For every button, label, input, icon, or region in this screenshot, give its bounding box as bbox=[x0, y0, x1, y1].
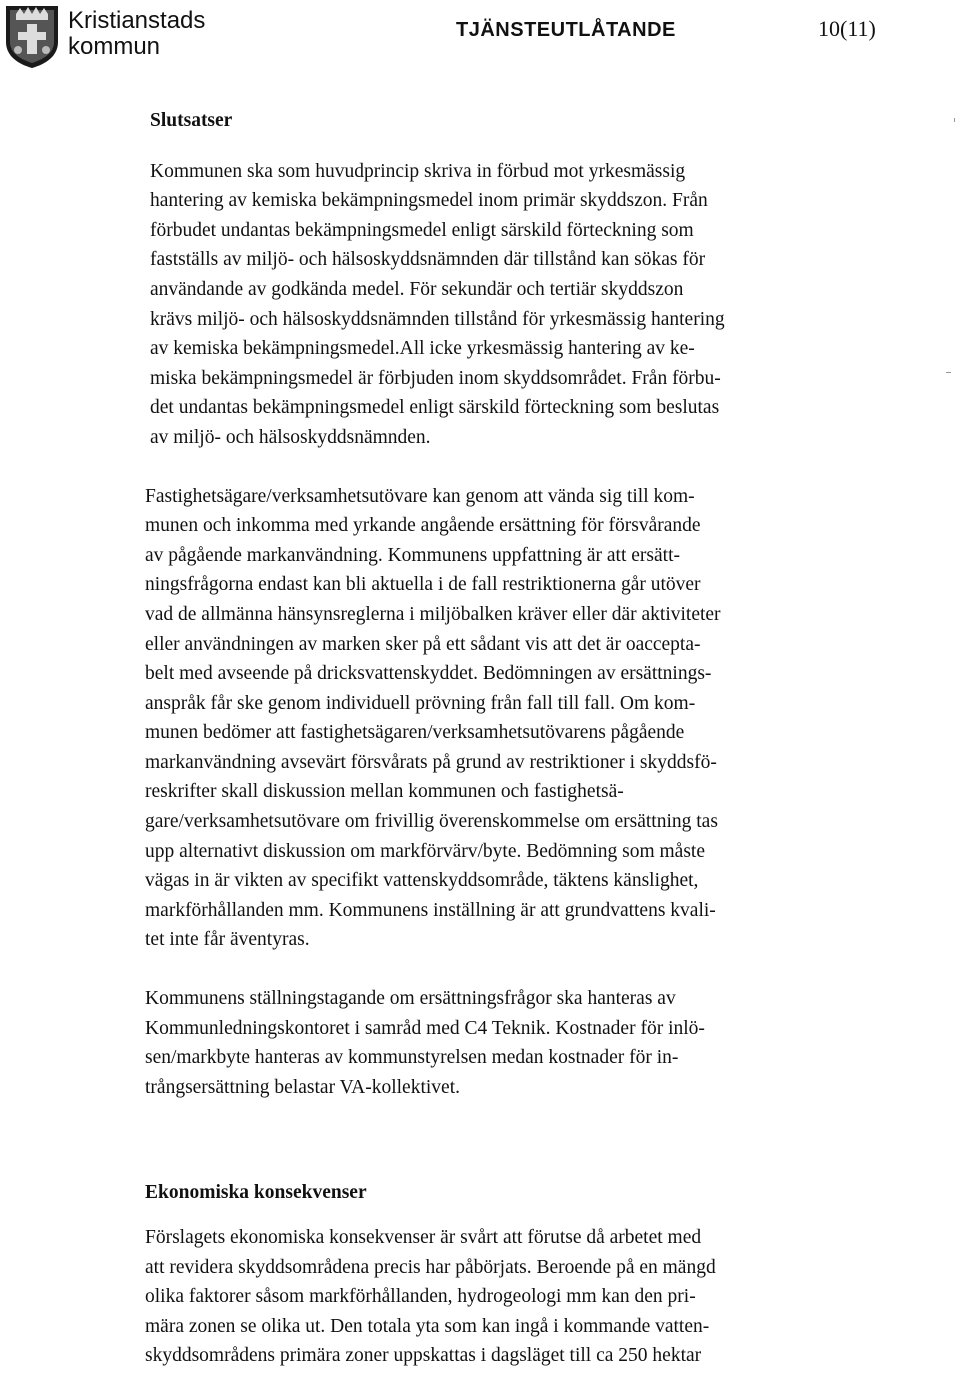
text-line: eller användningen av marken sker på ett sådant vis att det är oaccepta- bbox=[145, 633, 701, 655]
paragraph bbox=[145, 157, 795, 453]
coat-of-arms-logo bbox=[2, 2, 62, 70]
page-number: 10(11) bbox=[818, 16, 876, 41]
scan-mark bbox=[946, 372, 951, 373]
text-line: att revidera skyddsområdena precis har påbörjats. Beroende på en mängd bbox=[145, 1256, 716, 1278]
text-line: hantering av kemiska bekämpningsmedel inom primär skyddszon. Från bbox=[150, 190, 708, 212]
heading-slutsatser: Slutsatser bbox=[150, 110, 233, 131]
text-line: mära zonen se olika ut. Den totala yta som kan ingå i kommande vatten- bbox=[145, 1315, 710, 1337]
text-line: markanvändning avsevärt försvårats på grund av restriktioner i skyddsfö- bbox=[145, 751, 717, 773]
text-line: miska bekämpningsmedel är förbjuden inom skyddsområdet. Från förbu- bbox=[150, 367, 721, 389]
text-line: Fastighetsägare/verksamhetsutövare kan genom att vända sig till kom- bbox=[145, 485, 695, 507]
text-line: munen och inkomma med yrkande angående ersättning för försvårande bbox=[145, 515, 701, 537]
org-line-2: kommun bbox=[68, 33, 161, 60]
text-line: Kommunledningskontoret i samråd med C4 Teknik. Kostnader för inlö- bbox=[145, 1017, 705, 1039]
text-line: vägas in är vikten av specifikt vattenskyddsområde, täktens känslighet, bbox=[145, 870, 699, 892]
text-line: användande av godkända medel. För sekundär och tertiär skyddszon bbox=[150, 278, 684, 300]
scan-mark bbox=[954, 118, 955, 122]
text-line: krävs miljö- och hälsoskyddsnämnden tillstånd för yrkesmässig hantering bbox=[150, 308, 725, 330]
text-line: trångsersättning belastar VA-kollektivet. bbox=[145, 1076, 460, 1098]
document-body bbox=[145, 106, 795, 1400]
text-line: Kommunen ska som huvudprincip skriva in förbud mot yrkesmässig bbox=[150, 160, 686, 182]
text-line: Kommunens ställningstagande om ersättningsfrågor ska hanteras av bbox=[145, 988, 676, 1010]
text-line: ningsfrågorna endast kan bli aktuella i de fall restriktionerna går utöver bbox=[145, 574, 701, 596]
paragraph bbox=[145, 482, 795, 956]
text-line: vad de allmänna hänsynsreglerna i miljöbalken kräver eller där aktiviteter bbox=[145, 603, 721, 625]
page-header bbox=[0, 0, 960, 70]
text-line: upp alternativt diskussion om markförvärv/byte. Bedömning som måste bbox=[145, 840, 705, 862]
text-line: markförhållanden mm. Kommunens inställning är att grundvattens kvali- bbox=[145, 899, 716, 921]
text-line: reskrifter skall diskussion mellan kommunen och fastighetsä- bbox=[145, 781, 624, 803]
paragraph bbox=[145, 984, 795, 1102]
heading-ekonomiska-konsekvenser: Ekonomiska konsekvenser bbox=[145, 1182, 367, 1204]
text-line: anspråk får ske genom individuell prövning från fall till fall. Om kom- bbox=[145, 692, 696, 714]
text-line: sen/markbyte hanteras av kommunstyrelsen medan kostnader för in- bbox=[145, 1047, 679, 1069]
text-line: förbudet undantas bekämpningsmedel enligt särskild förteckning som bbox=[150, 219, 694, 241]
text-line: det undantas bekämpningsmedel enligt särskild förteckning som beslutas bbox=[150, 397, 720, 419]
text-line: olika faktorer såsom markförhållanden, hydrogeologi mm kan den pri- bbox=[145, 1286, 696, 1308]
text-line: gare/verksamhetsutövare om frivillig överenskommelse om ersättning tas bbox=[145, 811, 718, 833]
text-line: skyddsområdens primära zoner uppskattas i dagsläget till ca 250 hektar bbox=[145, 1345, 702, 1367]
text-line: av miljö- och hälsoskyddsnämnden. bbox=[150, 426, 431, 448]
text-line: av pågående markanvändning. Kommunens uppfattning är att ersätt- bbox=[145, 544, 680, 566]
text-line: av kemiska bekämpningsmedel.All icke yrkesmässig hantering av ke- bbox=[150, 338, 695, 360]
org-line-1: Kristianstads bbox=[68, 7, 206, 34]
organization-name bbox=[68, 8, 205, 60]
text-line: tet inte får äventyras. bbox=[145, 929, 310, 951]
text-line: Förslagets ekonomiska konsekvenser är svårt att förutse då arbetet med bbox=[145, 1227, 702, 1248]
text-line: munen bedömer att fastighetsägaren/verksamhetsutövarens pågående bbox=[145, 722, 685, 744]
text-line: fastställs av miljö- och hälsoskyddsnämnden där tillstånd kan sökas för bbox=[150, 249, 706, 271]
document-type: TJÄNSTEUTLÅTANDE bbox=[456, 19, 676, 41]
paragraph bbox=[145, 1223, 795, 1371]
text-line: belt med avseende på dricksvattenskyddet. Bedömningen av ersättnings- bbox=[145, 663, 712, 685]
